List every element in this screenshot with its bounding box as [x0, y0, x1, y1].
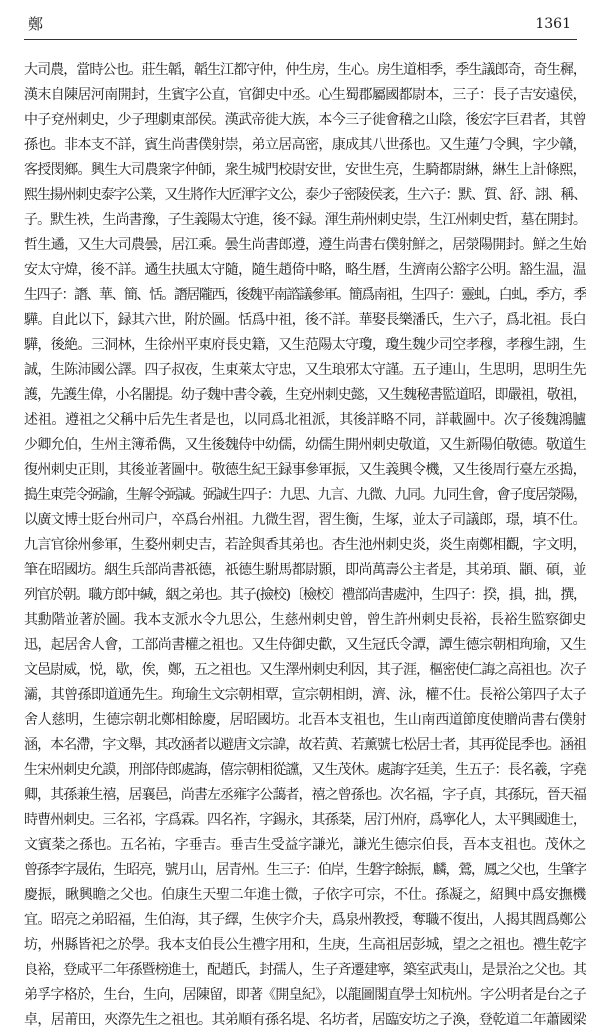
text-line: 孫也。非本支不詳，賓生尚書僕射崇，弟立居高密，康成其八世孫也。又生蓮勹令興，字少贛，	[24, 137, 586, 153]
text-line: 坊，州縣皆祀之於學。我本支伯長公生禮字用和，生庚，生高祖居彭城，望之之祖也。禮生乾字	[24, 937, 586, 953]
text-line: 灞，其曾孫即道通先生。珣瑜生文宗朝相覃，宣宗朝相朗，濟、泳，權不仕。長裕公第四子太子	[24, 687, 586, 703]
text-line: 良裕，登咸平二年孫暨榜進士，配趙氏，封孺人，生子斉遷建寧，築室武夷山，是景治之父也。其	[24, 962, 586, 978]
text-line: 復州刺史正則，其後並著圖中。敬德生紀王録事參軍振，又生義興令機，又生後周行臺左丞搗，	[24, 462, 586, 478]
text-line: 護，先護生偉，小名闍提。幼子魏中書令羲，生兗州刺史懿，又生魏秘書監道昭，即嚴祖，敬祖，	[24, 387, 586, 403]
text-line: 搗生東莞令弼諭，生解令弼諴。弼誠生四子：九思、九言、九微、九同。九同生會，會子度居滎陽，	[24, 487, 586, 503]
text-line: 卿，其孫兼生禧，居襄邑，尚書左丞雍字公藹者，禧之曾孫也。次名福，字子貞，其孫玩，晉天福	[24, 787, 586, 803]
text-line: 誠，生陈沛國公譯。四子叔夜，生東萊太守忠，又生琅邪太守謹。五子連山，生思明，思明生先	[24, 362, 586, 378]
text-line: 哲生遹，又生大司農曇，居江乘。曇生尚書郎遵，遵生尚書右僕射鮮之，居滎陽開封。鮮之生始	[24, 237, 586, 253]
text-line: 時曹州刺史。三名祁，字爲霖。四名祚，字錫永，其孫棻，居汀州府，爲寧化人，太平興國進士，	[24, 812, 586, 828]
text-line: 中子兗州刺史，少子理劇東部侯。漢武帝徙大族，本今三子徙會稽之山陰，後宏字巨君者，其曾	[24, 112, 586, 128]
text-line: 漢末自陳居河南開封，生賓字公直，官御史中丞。心生蜀郡屬國都尉本，三子：長子吉安遠侯，	[24, 87, 586, 103]
text-line: 驊。自此以下，録其六世，附於圖。恬爲中祖，後不詳。華娶長樂潘氏，生六子，爲北祖。長白	[24, 312, 586, 328]
text-line: 涵，本名滯，字文舉，其改涵者以避唐文宗諱，故若黄、若薰號七松居士者，其再從昆季也。涵祖	[24, 737, 586, 753]
text-line: 卓，居莆田，夾漈先生之祖也。其弟順有孫名堤、名坊者，居臨安坊之子渙，登乾道二年蕭國梁	[24, 1012, 586, 1028]
text-line: 子。默生袟，生尚書豫，子生義陽太守進，後不録。渾生荊州刺史崇，生江州刺史哲，墓在開封。	[24, 212, 586, 228]
text-line: 生四子：譖、華、簡、恬。譖居隴西，後魏平南諮議參軍。簡爲南祖，生四子：靈虬，白虬，季方，季	[24, 287, 586, 303]
body-text	[24, 58, 586, 1033]
text-line: 文邑尉威，悦，歇，俟，鄭，五之祖也。又生澤州刺史利因，其子涯，樞密使仁誨之高祖也。次子	[24, 662, 586, 678]
text-line: 列官於朝。職方郎中緘，絪之弟也。其子(撿校)〔檢校〕禮部尚書處沖，生四子：揆，損，拙，撰，	[24, 587, 586, 603]
text-line: 以廣文博士貶台州司户，卒爲台州祖。九微生習，習生衡，生塚，並太子司議郎，璟，填不仕。	[24, 512, 586, 528]
text-line: 曾孫李字晟佑，生昭亮，號月山，居青州。生三子：伯岸，生磐字餘振，麟，鶯，鳳之父也，生肇字	[24, 862, 586, 878]
page-number: 1361	[535, 16, 571, 32]
text-line: 安太守煒，後不詳。遹生扶風太守隨，隨生趙倚中略，略生暦，生濟南公豁字公明。豁生温，温	[24, 262, 586, 278]
text-line: 文賓棻之孫也。五名祐，字垂吉。垂吉生受益字謙光，謙光生德宗伯長，吾本支祖也。茂休之	[24, 837, 586, 853]
text-line: 其勳階並著於圖。我本支派水令九思公，生慈州刺史曾，曾生許州刺史長裕，長裕生監察御史	[24, 612, 586, 628]
text-line: 慶振，瞅興瞻之父也。伯康生天聖二年進士微，子依字可宗，不仕。孫凝之，紹興中爲安撫機	[24, 887, 586, 903]
running-title: 鄭	[28, 15, 44, 33]
text-line: 弟孚字格於，生台，生向，居陳留，即著《開皇紀》，以龍圖閣直學士知杭州。字公明者是台之子	[24, 987, 586, 1003]
page-header	[28, 14, 571, 38]
text-line: 舍人慈明，生德宗朝北鄭相餘慶，居昭國坊。北吾本支祖也，生山南西道節度使贈尚書右僕射	[24, 712, 586, 728]
text-line: 述祖。遵祖之父稱中后先生者是也，以同爲北祖派，其後詳略不同，詳載圖中。次子後魏鴻臚	[24, 412, 586, 428]
text-line: 少卿允伯，生州主簿希儁，又生後魏侍中幼儒，幼儒生開州刺史敬道，又生新陽伯敬德。敬道生	[24, 437, 586, 453]
text-line: 生宋州刺史允謨，刑部侍郎處誨，僖宗朝相從讜，又生茂休。處誨字廷美，生五子：長名羲，字堯	[24, 762, 586, 778]
header-rule	[24, 39, 577, 40]
text-line: 九言官徐州參軍，生婺州刺史吉，若詮與香其弟也。杏生池州刺史炎，炎生南鄭相觀，字文明，	[24, 537, 586, 553]
text-line: 客授閔鄉。興生大司農衆字仲師，衆生城門校尉安世，安世生亮，生騎都尉綝，綝生上計條熙，	[24, 162, 586, 178]
text-line: 大司農，當時公也。莊生韜，韜生江都守仲，仲生房，生心。房生道相季，季生議郎奇，奇生穉，	[24, 62, 586, 78]
text-line: 宜。昭亮之弟昭福，生伯海，其子繹，生俠字介夫，爲泉州教授，奪職不復出，人揭其閭爲鄭公	[24, 912, 586, 928]
text-line: 迅，起居舍人會，工部尚書權之祖也。又生侍御史歡，又生冠氏令譚，譚生德宗朝相珣瑜，又生	[24, 637, 586, 653]
text-line: 熙生揚州刺史泰字公業，又生將作大匠渾字文公，泰少子密陵侯袤，生六子：默、質、舒、詡、稱、	[24, 187, 586, 203]
text-line: 筆在昭國坊。絪生兵部尚書祇德，祇德生駙馬都尉顥，即尚萬壽公主者是，其弟頊、顓、碩，並	[24, 562, 586, 578]
text-line: 驊，後絶。三洞林，生徐州平東府長史籍，又生范陽太守瓊，瓊生魏少司空孝穆，孝穆生詡，生	[24, 337, 586, 353]
